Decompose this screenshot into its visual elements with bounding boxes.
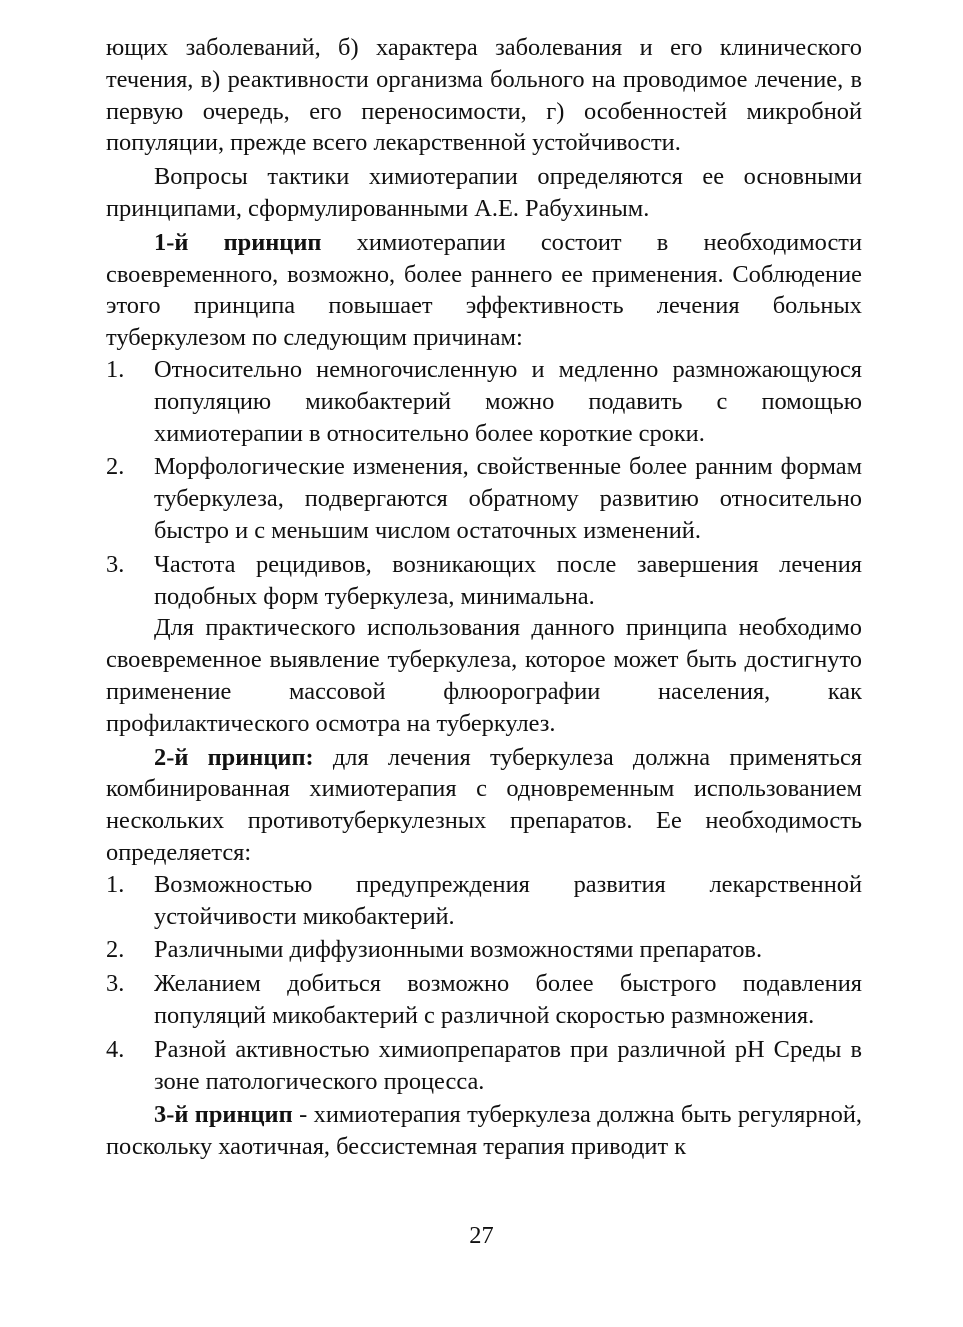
principle-1-text: химиотерапии состоит в необходимости своевременного, возможно, более раннего ее применения. Соблюдение этого принципа повышает эффективность лечения больных туберкулезом по следующим причинам: xyxy=(106,228,863,352)
principle-2-reasons-list xyxy=(106,869,862,1098)
principle-2-heading: 2-й принцип: xyxy=(154,743,314,771)
document-page xyxy=(106,32,862,1163)
paragraph-principle-1 xyxy=(106,227,862,354)
page-number: 27 xyxy=(469,1222,494,1249)
list-item xyxy=(106,869,862,933)
list-item-text: Относительно немногочисленную и медленно размножающуюся популяцию микобактерий можно подавить с помощью химиотерапии в относительно более короткие сроки. xyxy=(154,355,862,447)
paragraph-principle-2 xyxy=(106,742,862,869)
paragraph-intro-continuation: ющих заболеваний, б) характера заболевания и его клинического течения, в) реактивности организма больного на проводимое лечение, в первую очередь, его переносимости, г) особенностей микробной популяции, прежде всего лекарственной устойчивости. xyxy=(106,34,862,157)
list-item xyxy=(106,1034,862,1098)
list-item-text: Разной активностью химиопрепаратов при различной pH Среды в зоне патологического процесса. xyxy=(154,1035,862,1095)
list-item-number: 4. xyxy=(106,1035,125,1063)
list-item-number: 2. xyxy=(106,453,125,481)
principle-1-heading: 1-й принцип xyxy=(154,228,322,256)
list-item-number: 1. xyxy=(106,870,125,898)
list-item-number: 3. xyxy=(106,970,125,998)
principle-3-heading: 3-й принцип xyxy=(154,1101,293,1129)
list-item-text: Частота рецидивов, возникающих после завершения лечения подобных форм туберкулеза, минимальна. xyxy=(154,550,862,610)
list-item-number: 1. xyxy=(106,355,125,383)
list-item-text: Желанием добиться возможно более быстрого подавления популяций микобактерий с различной скоростью размножения. xyxy=(154,970,862,1029)
list-item xyxy=(106,934,862,966)
list-item xyxy=(106,354,862,449)
list-item-number: 2. xyxy=(106,936,125,964)
principle-2-text: для лечения туберкулеза должна применяться комбинированная химиотерапия с одновременным использованием нескольких противотуберкулезных препаратов. Ее необходимость определяется: xyxy=(106,743,862,866)
list-item-text: Морфологические изменения, свойственные более ранним формам туберкулеза, подвергаются обратному развитию относительно быстро и с меньшим числом остаточных изменений. xyxy=(154,453,862,544)
principle-1-reasons-list xyxy=(106,354,862,612)
paragraph-tactics: Вопросы тактики химиотерапии определяются ее основными принципами, сформулированными А.Е. Рабухиным. xyxy=(106,163,862,222)
list-item-text: Различными диффузионными возможностями препаратов. xyxy=(154,936,763,964)
list-item xyxy=(106,451,862,546)
list-item xyxy=(106,549,862,613)
paragraph-principle-3 xyxy=(106,1099,862,1163)
list-item xyxy=(106,968,862,1032)
principle-3-text: - химиотерапия туберкулеза должна быть регулярной, поскольку хаотичная, бессистемная терапия приводит к xyxy=(106,1101,862,1161)
list-item-number: 3. xyxy=(106,550,125,578)
list-item-text: Возможностью предупреждения развития лекарственной устойчивости микобактерий. xyxy=(154,870,862,930)
paragraph-principle-1-practice: Для практического использования данного принципа необходимо своевременное выявление туберкулеза, которое может быть достигнуто применение массовой флюорографии населения, как профилактического осмотра на туберкулез. xyxy=(106,614,862,737)
